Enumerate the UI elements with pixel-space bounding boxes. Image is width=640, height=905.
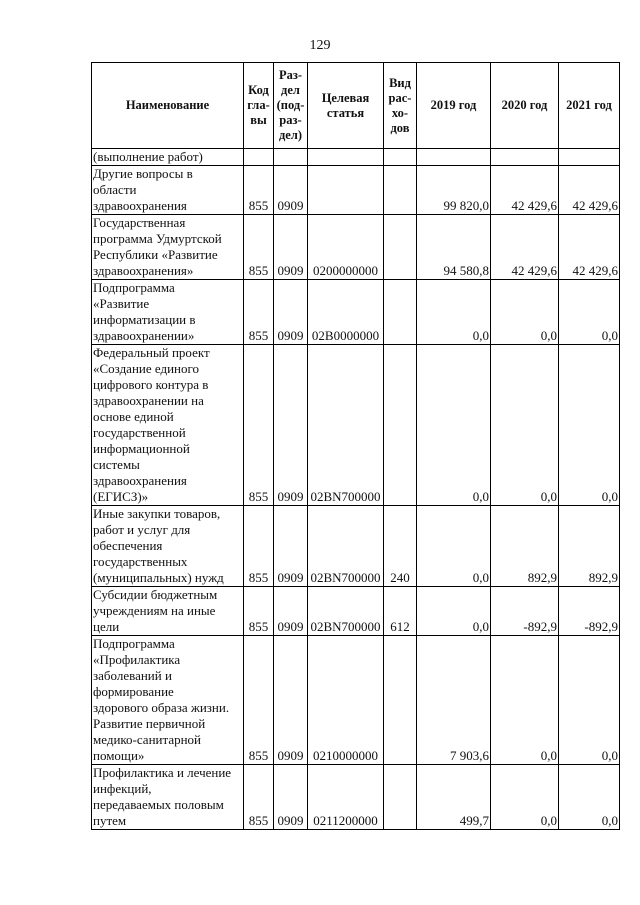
row-name bbox=[92, 587, 244, 636]
row-value-2020 bbox=[491, 149, 559, 166]
row-type bbox=[384, 587, 417, 636]
row-value-2020-text: 0,0 bbox=[540, 489, 557, 504]
row-name-text: Федеральный проект «Создание единого цифрового контура в здравоохранении на основе единой государственной информационной системы здравоохранения (ЕГИСЗ)» bbox=[93, 345, 210, 504]
row-value-2021 bbox=[559, 765, 620, 830]
row-section-text: 0909 bbox=[277, 489, 304, 504]
row-value-2021-text: 0,0 bbox=[601, 328, 618, 343]
row-section bbox=[274, 215, 308, 280]
row-target-text: 02BN700000 bbox=[310, 570, 381, 585]
row-value-2019-text: 499,7 bbox=[459, 813, 489, 828]
row-name bbox=[92, 506, 244, 587]
row-code-text: 855 bbox=[248, 198, 269, 213]
budget-table bbox=[91, 62, 620, 830]
header-section: Раз- дел (под- раз- дел) bbox=[274, 63, 308, 149]
row-section-text: 0909 bbox=[277, 198, 304, 213]
row-value-2021 bbox=[559, 587, 620, 636]
row-value-2021-text: 892,9 bbox=[588, 570, 618, 585]
row-name bbox=[92, 166, 244, 215]
row-code bbox=[244, 215, 274, 280]
row-type bbox=[384, 636, 417, 765]
row-type-text: 240 bbox=[390, 570, 410, 585]
row-value-2019-text: 0,0 bbox=[472, 619, 489, 634]
row-value-2021 bbox=[559, 149, 620, 166]
row-target bbox=[308, 215, 384, 280]
row-code-text: 855 bbox=[248, 570, 269, 585]
row-value-2019-text: 0,0 bbox=[472, 570, 489, 585]
table-row bbox=[92, 215, 620, 280]
row-code bbox=[244, 345, 274, 506]
row-section bbox=[274, 506, 308, 587]
row-value-2019 bbox=[417, 345, 491, 506]
row-section-text: 0909 bbox=[277, 813, 304, 828]
row-section-text: 0909 bbox=[277, 263, 304, 278]
row-value-2020 bbox=[491, 506, 559, 587]
row-value-2020-text: 42 429,6 bbox=[511, 198, 557, 213]
row-value-2021-text: -892,9 bbox=[584, 619, 618, 634]
row-target bbox=[308, 636, 384, 765]
row-section bbox=[274, 765, 308, 830]
table-row bbox=[92, 345, 620, 506]
row-target-text: 02B0000000 bbox=[311, 328, 380, 343]
row-value-2020-text: 0,0 bbox=[540, 328, 557, 343]
row-value-2021 bbox=[559, 506, 620, 587]
row-name-text: (выполнение работ) bbox=[93, 149, 203, 164]
row-value-2019 bbox=[417, 506, 491, 587]
row-value-2020 bbox=[491, 166, 559, 215]
row-value-2019-text: 0,0 bbox=[472, 328, 489, 343]
row-name-text: Субсидии бюджетным учреждениям на иные цели bbox=[93, 587, 218, 634]
row-value-2019 bbox=[417, 636, 491, 765]
table-row bbox=[92, 149, 620, 166]
row-value-2019-text: 0,0 bbox=[472, 489, 489, 504]
row-value-2019 bbox=[417, 215, 491, 280]
row-section bbox=[274, 587, 308, 636]
row-section bbox=[274, 280, 308, 345]
row-target bbox=[308, 506, 384, 587]
row-section bbox=[274, 345, 308, 506]
row-code bbox=[244, 587, 274, 636]
row-value-2021 bbox=[559, 636, 620, 765]
row-target bbox=[308, 166, 384, 215]
row-code bbox=[244, 280, 274, 345]
row-value-2021 bbox=[559, 345, 620, 506]
row-value-2020 bbox=[491, 636, 559, 765]
header-2021: 2021 год bbox=[559, 63, 620, 149]
row-section-text: 0909 bbox=[277, 748, 304, 763]
table-row bbox=[92, 166, 620, 215]
row-code bbox=[244, 506, 274, 587]
row-target bbox=[308, 149, 384, 166]
header-2019: 2019 год bbox=[417, 63, 491, 149]
row-value-2020-text: 0,0 bbox=[540, 748, 557, 763]
row-target-text: 02BN700000 bbox=[310, 489, 381, 504]
table-row bbox=[92, 506, 620, 587]
row-value-2020-text: 42 429,6 bbox=[511, 263, 557, 278]
row-section bbox=[274, 166, 308, 215]
row-target-text: 0200000000 bbox=[313, 263, 378, 278]
row-value-2020-text: 892,9 bbox=[527, 570, 557, 585]
row-code-text: 855 bbox=[248, 489, 269, 504]
row-type bbox=[384, 215, 417, 280]
row-type bbox=[384, 149, 417, 166]
row-value-2020-text: 0,0 bbox=[540, 813, 557, 828]
row-name bbox=[92, 149, 244, 166]
row-value-2019 bbox=[417, 587, 491, 636]
row-section-text: 0909 bbox=[277, 328, 304, 343]
row-name bbox=[92, 765, 244, 830]
row-type bbox=[384, 506, 417, 587]
row-name-text: Профилактика и лечение инфекций, передаваемых половым путем bbox=[93, 765, 232, 828]
row-section bbox=[274, 636, 308, 765]
row-target bbox=[308, 765, 384, 830]
row-value-2020-text: -892,9 bbox=[523, 619, 557, 634]
row-code bbox=[244, 166, 274, 215]
row-value-2020 bbox=[491, 765, 559, 830]
row-code-text: 855 bbox=[248, 748, 269, 763]
row-value-2020 bbox=[491, 215, 559, 280]
table-row bbox=[92, 280, 620, 345]
row-target bbox=[308, 280, 384, 345]
row-type bbox=[384, 166, 417, 215]
row-value-2019 bbox=[417, 149, 491, 166]
table-row bbox=[92, 587, 620, 636]
row-code-text: 855 bbox=[248, 263, 269, 278]
header-type: Вид рас- хо- дов bbox=[384, 63, 417, 149]
row-target-text: 02BN700000 bbox=[310, 619, 381, 634]
row-code-text: 855 bbox=[248, 328, 269, 343]
row-value-2020 bbox=[491, 587, 559, 636]
row-value-2021-text: 42 429,6 bbox=[572, 263, 618, 278]
row-name bbox=[92, 636, 244, 765]
row-section bbox=[274, 149, 308, 166]
row-type bbox=[384, 345, 417, 506]
row-section-text: 0909 bbox=[277, 570, 304, 585]
row-value-2021-text: 42 429,6 bbox=[572, 198, 618, 213]
row-value-2021 bbox=[559, 280, 620, 345]
row-value-2019-text: 99 820,0 bbox=[443, 198, 489, 213]
row-value-2021-text: 0,0 bbox=[601, 748, 618, 763]
row-name bbox=[92, 280, 244, 345]
header-row bbox=[92, 63, 620, 149]
header-code: Код гла- вы bbox=[244, 63, 274, 149]
row-value-2019 bbox=[417, 280, 491, 345]
row-target bbox=[308, 587, 384, 636]
row-code bbox=[244, 636, 274, 765]
row-target bbox=[308, 345, 384, 506]
row-value-2019 bbox=[417, 166, 491, 215]
row-code-text: 855 bbox=[248, 813, 269, 828]
row-code-text: 855 bbox=[248, 619, 269, 634]
table-row bbox=[92, 636, 620, 765]
row-value-2021-text: 0,0 bbox=[601, 489, 618, 504]
row-value-2021 bbox=[559, 166, 620, 215]
row-name bbox=[92, 215, 244, 280]
row-name-text: Другие вопросы в области здравоохранения bbox=[93, 166, 193, 213]
row-value-2020 bbox=[491, 280, 559, 345]
header-2020: 2020 год bbox=[491, 63, 559, 149]
row-name-text: Подпрограмма «Профилактика заболеваний и формирование здорового образа жизни. Развитие первичной медико-санитарной помощи» bbox=[93, 636, 230, 763]
row-value-2020 bbox=[491, 345, 559, 506]
header-target: Целевая статья bbox=[308, 63, 384, 149]
row-type bbox=[384, 765, 417, 830]
row-name-text: Иные закупки товаров, работ и услуг для обеспечения государственных (муниципальных) нужд bbox=[93, 506, 224, 585]
row-code bbox=[244, 149, 274, 166]
page-number: 129 bbox=[309, 38, 331, 53]
row-value-2021-text: 0,0 bbox=[601, 813, 618, 828]
row-type-text: 612 bbox=[390, 619, 410, 634]
row-value-2019-text: 94 580,8 bbox=[443, 263, 489, 278]
row-section-text: 0909 bbox=[277, 619, 304, 634]
row-type bbox=[384, 280, 417, 345]
row-target-text: 0211200000 bbox=[313, 813, 378, 828]
row-name-text: Подпрограмма «Развитие информатизации в здравоохранении» bbox=[93, 280, 196, 343]
row-code bbox=[244, 765, 274, 830]
table-row bbox=[92, 765, 620, 830]
header-name: Наименование bbox=[92, 63, 244, 149]
row-name-text: Государственная программа Удмуртской Республики «Развитие здравоохранения» bbox=[93, 215, 222, 278]
row-value-2021 bbox=[559, 215, 620, 280]
row-name bbox=[92, 345, 244, 506]
row-target-text: 0210000000 bbox=[313, 748, 378, 763]
row-value-2019-text: 7 903,6 bbox=[450, 748, 489, 763]
row-value-2019 bbox=[417, 765, 491, 830]
